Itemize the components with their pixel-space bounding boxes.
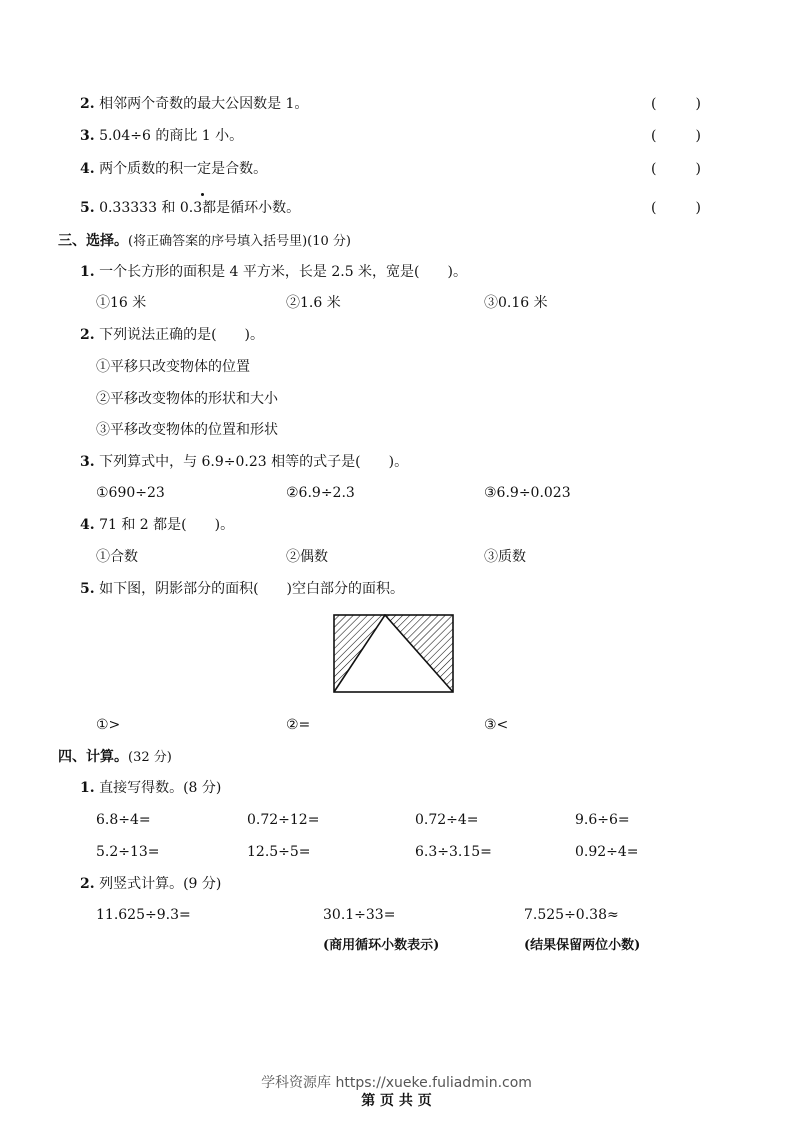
choice-question-3 — [80, 453, 408, 471]
section-title: 四、计算。 — [58, 749, 128, 765]
option-1[interactable]: ①16 米 — [96, 295, 147, 311]
oral-calc[interactable]: 0.72÷4= — [415, 812, 479, 828]
option-3[interactable]: ③6.9÷0.023 — [484, 485, 571, 501]
option-3[interactable]: ③< — [484, 717, 509, 733]
option-2[interactable]: ②= — [286, 717, 311, 733]
item-text: 两个质数的积一定是合数。 — [99, 161, 268, 177]
item-number: 4. — [80, 517, 95, 533]
option-3[interactable]: ③质数 — [484, 549, 526, 565]
option-2[interactable]: ②平移改变物体的形状和大小 — [96, 391, 278, 407]
judge-item-4 — [80, 160, 267, 178]
choice-question-5 — [80, 580, 404, 598]
oral-calc[interactable]: 0.92÷4= — [575, 844, 639, 860]
answer-paren[interactable] — [651, 95, 701, 113]
item-text: 列竖式计算。(9 分) — [99, 876, 222, 892]
paren-close: ) — [695, 128, 701, 144]
item-text: 下列说法正确的是( )。 — [99, 327, 265, 343]
section-note: (将正确答案的序号填入括号里)(10 分) — [128, 234, 351, 249]
option-1[interactable]: ①平移只改变物体的位置 — [96, 359, 250, 375]
item-text: 71 和 2 都是( )。 — [99, 517, 235, 533]
item-text: 如下图，阴影部分的面积( )空白部分的面积。 — [99, 581, 405, 597]
paren-close: ) — [695, 96, 701, 112]
oral-calc[interactable]: 12.5÷5= — [247, 844, 311, 860]
item-number: 5. — [80, 200, 95, 216]
item-number: 1. — [80, 264, 95, 280]
vertical-calc[interactable]: 7.525÷0.38≈ — [524, 907, 619, 923]
section-4-heading — [58, 748, 172, 767]
paren-open: ( — [651, 96, 657, 112]
choice-question-2 — [80, 326, 264, 344]
judge-item-3 — [80, 127, 243, 145]
option-1[interactable]: ①合数 — [96, 549, 138, 565]
answer-paren[interactable] — [651, 127, 701, 145]
section-3-heading — [58, 232, 351, 251]
item-text: 5.04÷6 的商比 1 小。 — [99, 128, 244, 144]
calc-question-2 — [80, 875, 221, 893]
option-3[interactable]: ③平移改变物体的位置和形状 — [96, 422, 278, 438]
option-2[interactable]: ②偶数 — [286, 549, 328, 565]
item-number: 3. — [80, 454, 95, 470]
oral-calc[interactable]: 6.3÷3.15= — [415, 844, 492, 860]
option-1[interactable]: ①> — [96, 717, 121, 733]
calc-note: (结果保留两位小数) — [524, 938, 641, 953]
source-watermark: 学科资源库 https://xueke.fuliadmin.com — [261, 1075, 532, 1091]
item-text: 相邻两个奇数的最大公因数是 1。 — [99, 96, 309, 112]
option-1[interactable]: ①690÷23 — [96, 485, 165, 501]
paren-close: ) — [695, 200, 701, 216]
item-number: 2. — [80, 327, 95, 343]
option-3[interactable]: ③0.16 米 — [484, 295, 548, 311]
judge-item-5 — [80, 199, 300, 217]
item-number: 5. — [80, 581, 95, 597]
oral-calc[interactable]: 0.72÷12= — [247, 812, 320, 828]
item-text: 0.33333 和 0.3都是循环小数。 — [99, 200, 301, 216]
calc-question-1 — [80, 779, 221, 797]
paren-open: ( — [651, 128, 657, 144]
section-title: 三、选择。 — [58, 233, 128, 249]
item-text: 直接写得数。(8 分) — [99, 780, 222, 796]
option-2[interactable]: ②6.9÷2.3 — [286, 485, 355, 501]
repeating-decimal-dot — [201, 193, 204, 196]
choice-question-4 — [80, 516, 234, 534]
judge-item-2 — [80, 95, 308, 113]
item-text: 下列算式中，与 6.9÷0.23 相等的式子是( )。 — [99, 454, 409, 470]
answer-paren[interactable] — [651, 199, 701, 217]
oral-calc[interactable]: 9.6÷6= — [575, 812, 630, 828]
item-number: 1. — [80, 780, 95, 796]
item-number: 4. — [80, 161, 95, 177]
paren-open: ( — [651, 161, 657, 177]
calc-note: (商用循环小数表示) — [323, 938, 440, 953]
item-number: 2. — [80, 876, 95, 892]
paren-close: ) — [695, 161, 701, 177]
item-text: 一个长方形的面积是 4 平方米，长是 2.5 米，宽是( )。 — [99, 264, 467, 280]
oral-calc[interactable]: 6.8÷4= — [96, 812, 151, 828]
shaded-rectangle-figure — [333, 614, 455, 694]
paren-open: ( — [651, 200, 657, 216]
answer-paren[interactable] — [651, 160, 701, 178]
choice-question-1 — [80, 263, 467, 281]
vertical-calc[interactable]: 30.1÷33= — [323, 907, 396, 923]
item-number: 2. — [80, 96, 95, 112]
section-note: (32 分) — [128, 750, 172, 765]
vertical-calc[interactable]: 11.625÷9.3= — [96, 907, 191, 923]
item-number: 3. — [80, 128, 95, 144]
oral-calc[interactable]: 5.2÷13= — [96, 844, 160, 860]
page-number: 第 页 共 页 — [361, 1093, 432, 1109]
option-2[interactable]: ②1.6 米 — [286, 295, 341, 311]
